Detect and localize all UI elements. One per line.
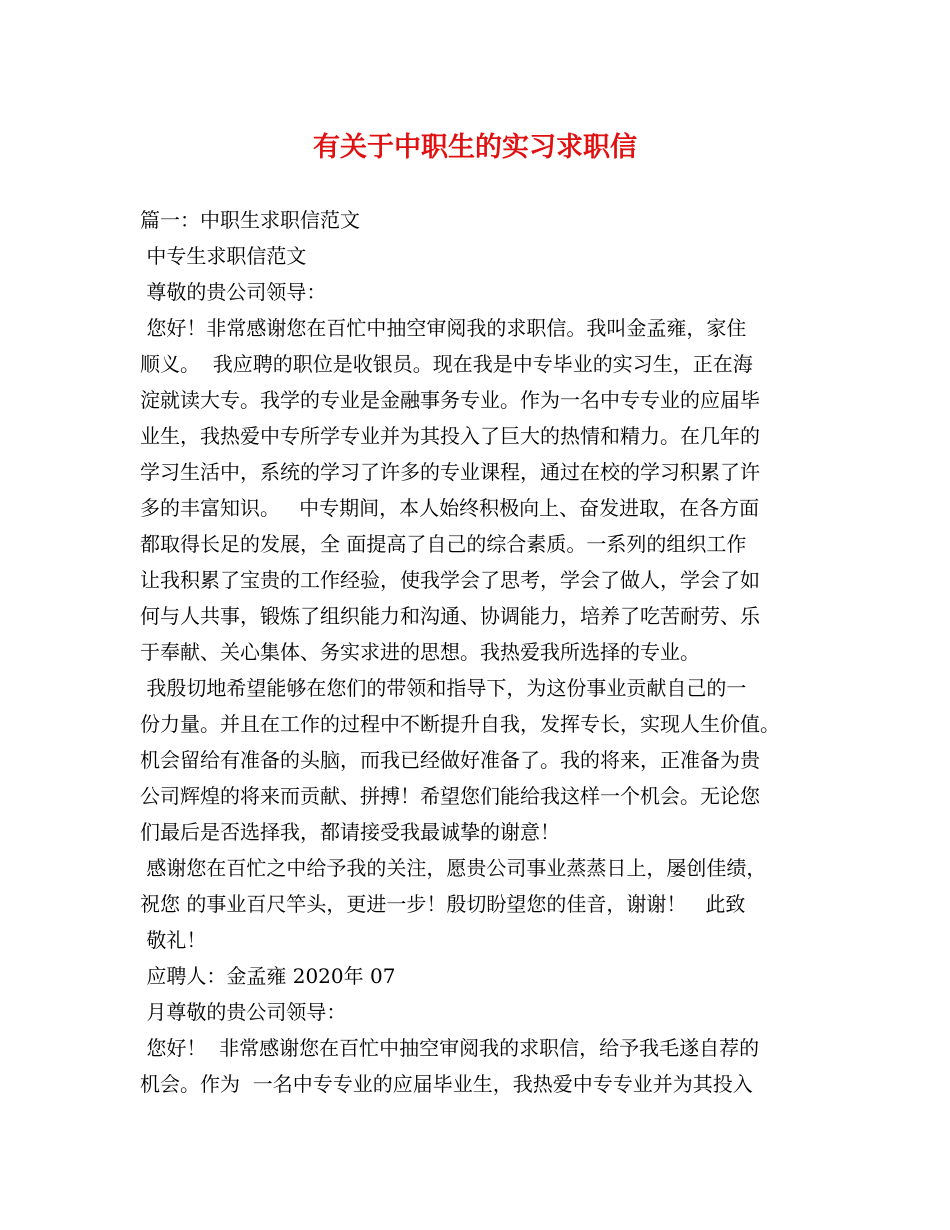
- text-line: 敬礼！: [140, 928, 207, 952]
- text-line: 尊敬的贵公司领导：: [140, 280, 327, 304]
- text-line: 公司辉煌的将来而贡献、拼搏！希望您们能给我这样一个机会。无论您: [140, 784, 760, 808]
- text-line: 机会留给有准备的头脑，而我已经做好准备了。我的将来，正准备为贵: [140, 748, 760, 772]
- text-line: 让我积累了宝贵的工作经验，使我学会了思考，学会了做人，学会了如: [140, 568, 760, 592]
- text-line: 都取得长足的发展，全 面提高了自己的综合素质。一系列的组织工作: [140, 532, 747, 556]
- text-line: 感谢您在百忙之中给予我的关注，愿贵公司事业蒸蒸日上，屡创佳绩，: [140, 856, 767, 880]
- text-line: 学习生活中，系统的学习了许多的专业课程，通过在校的学习积累了许: [140, 460, 760, 484]
- text-line: 应聘人：金孟雍 2020年 07: [140, 964, 396, 988]
- text-line: 您好！非常感谢您在百忙中抽空审阅我的求职信。我叫金孟雍，家住: [140, 316, 747, 340]
- document-title: 有关于中职生的实习求职信: [313, 132, 637, 163]
- text-line: 业生，我热爱中专所学专业并为其投入了巨大的热情和精力。在几年的: [140, 424, 760, 448]
- text-line: 机会。作为 一名中专专业的应届毕业生，我热爱中专专业并为其投入: [140, 1072, 753, 1096]
- text-line: 何与人共事，锻炼了组织能力和沟通、协调能力，培养了吃苦耐劳、乐: [140, 604, 760, 628]
- document-body: [140, 202, 840, 1102]
- text-line: 于奉献、关心集体、务实求进的思想。我热爱我所选择的专业。: [140, 640, 700, 664]
- text-line: 月尊敬的贵公司领导：: [140, 1000, 347, 1024]
- text-line: 我殷切地希望能够在您们的带领和指导下，为这份事业贡献自己的一: [140, 676, 747, 700]
- text-line: 篇一：中职生求职信范文: [140, 208, 360, 232]
- text-line: 们最后是否选择我，都请接受我最诚挚的谢意！: [140, 820, 560, 844]
- text-line: 祝您 的事业百尺竿头，更进一步！殷切盼望您的佳音，谢谢！ 此致: [140, 892, 746, 916]
- text-line: 顺义。 我应聘的职位是收银员。现在我是中专毕业的实习生，正在海: [140, 352, 753, 376]
- text-line: 中专生求职信范文: [140, 244, 307, 268]
- text-line: 多的丰富知识。 中专期间，本人始终积极向上、奋发进取，在各方面: [140, 496, 760, 520]
- text-line: 淀就读大专。我学的专业是金融事务专业。作为一名中专专业的应届毕: [140, 388, 760, 412]
- text-line: 份力量。并且在工作的过程中不断提升自我，发挥专长，实现人生价值。: [140, 712, 780, 736]
- text-line: 您好！ 非常感谢您在百忙中抽空审阅我的求职信，给予我毛遂自荐的: [140, 1036, 760, 1060]
